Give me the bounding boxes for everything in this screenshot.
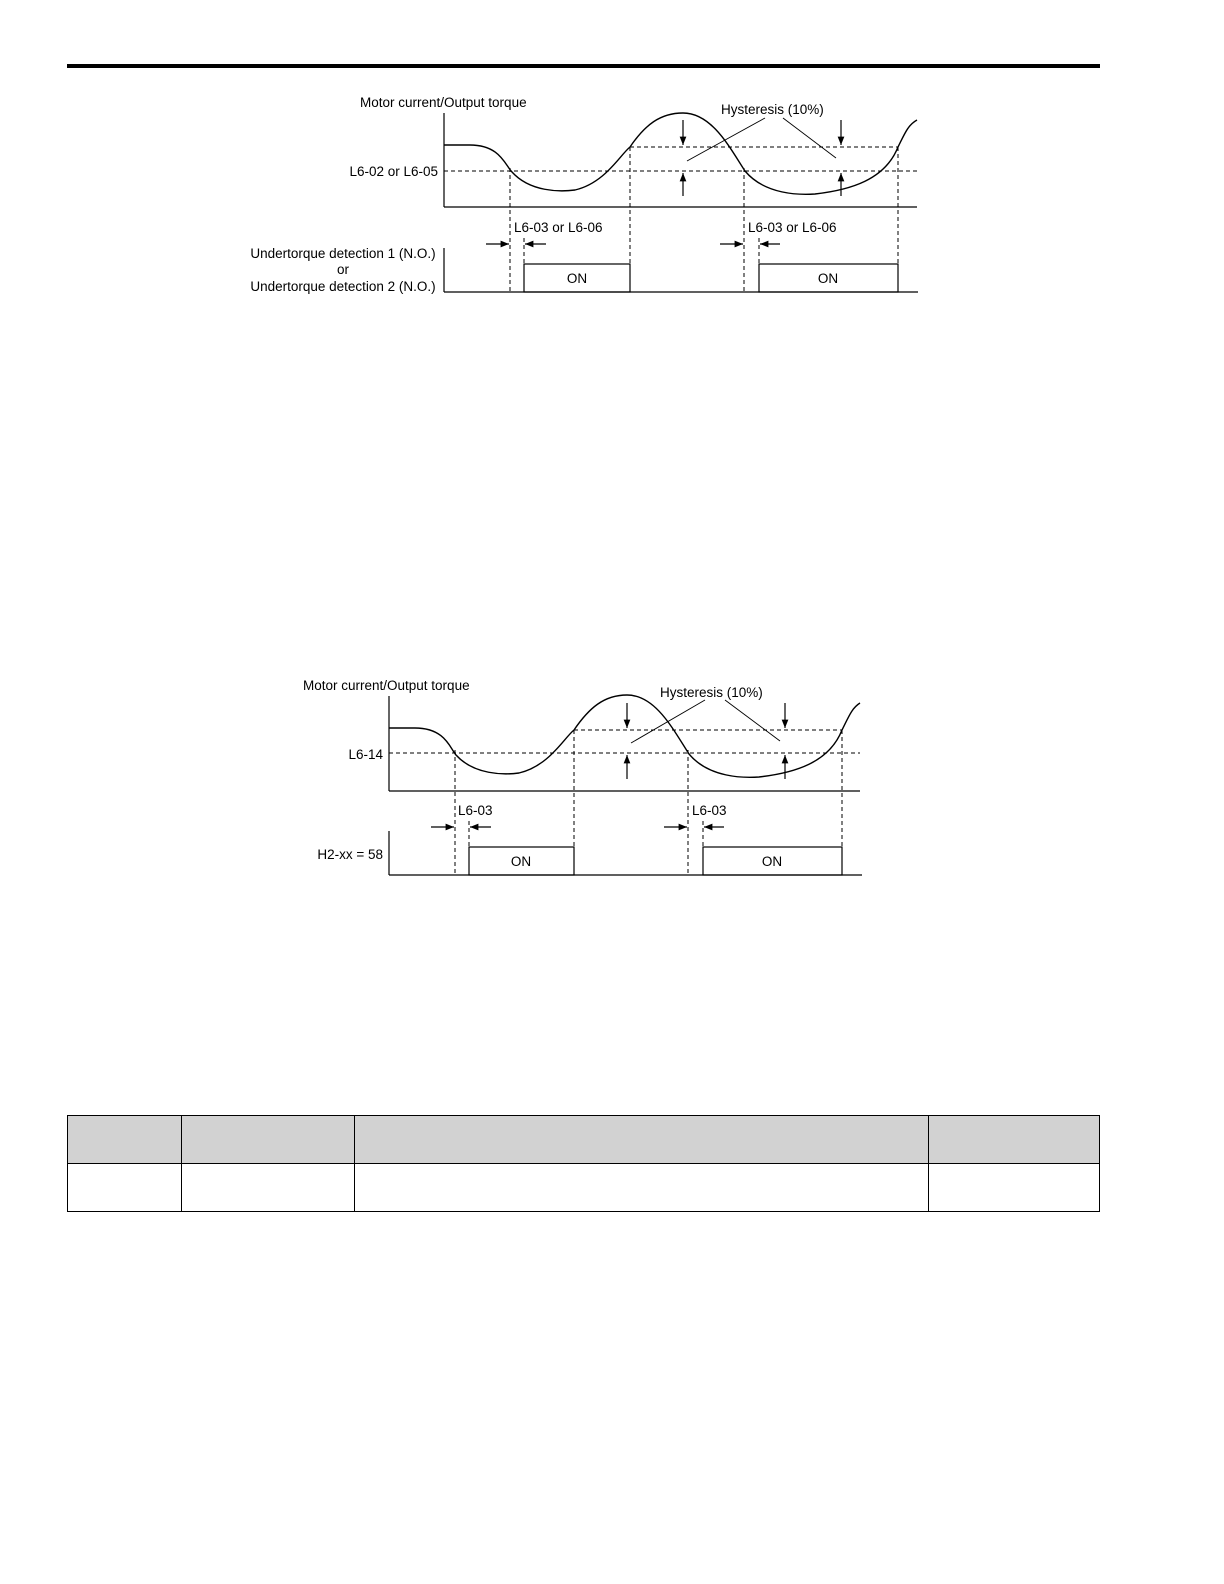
fig1-output-label-2: Undertorque detection 2 (N.O.): [250, 279, 436, 294]
table-cell: [355, 1164, 929, 1212]
table-cell: [182, 1164, 355, 1212]
fig1-output-label-or: or: [336, 262, 350, 277]
table-cell: [929, 1164, 1100, 1212]
fig1-leader: [783, 118, 836, 158]
table-cell: [68, 1164, 182, 1212]
fig2-delay-label-right: L6-03: [692, 803, 727, 818]
fig2-threshold-label: L6-14: [348, 747, 383, 762]
parameter-table: [67, 1115, 1100, 1212]
table-row: [68, 1164, 1100, 1212]
fig2-current-waveform: [389, 695, 860, 777]
fig1-hysteresis-label: Hysteresis (10%): [721, 102, 824, 117]
fig1-y-title: Motor current/Output torque: [360, 95, 527, 110]
table-header-cell: [68, 1116, 182, 1164]
fig1-delay-label-right: L6-03 or L6-06: [748, 220, 837, 235]
fig2-output-label: H2-xx = 58: [317, 847, 383, 862]
table-header-row: [68, 1116, 1100, 1164]
fig2-on-label-2: ON: [761, 854, 783, 869]
fig2-hysteresis-label: Hysteresis (10%): [660, 685, 763, 700]
fig1-output-label-1: Undertorque detection 1 (N.O.): [250, 246, 436, 261]
fig2-leader: [631, 700, 705, 743]
table-header-cell: [929, 1116, 1100, 1164]
fig1-delay-label-left: L6-03 or L6-06: [514, 220, 603, 235]
fig1-on-label-1: ON: [566, 271, 588, 286]
table-header-cell: [182, 1116, 355, 1164]
fig2-y-title: Motor current/Output torque: [303, 678, 470, 693]
fig1-current-waveform: [444, 113, 917, 194]
figure-1-undertorque-detection: [444, 113, 918, 292]
fig1-on-label-2: ON: [817, 271, 839, 286]
fig2-on-label-1: ON: [510, 854, 532, 869]
figure-2-labels: [303, 678, 782, 869]
fig2-leader: [725, 700, 780, 741]
figure-2-h2-output: [389, 695, 862, 875]
fig1-threshold-label: L6-02 or L6-05: [349, 164, 438, 179]
fig1-leader: [687, 118, 765, 161]
fig2-delay-label-left: L6-03: [458, 803, 493, 818]
table-header-cell: [355, 1116, 929, 1164]
